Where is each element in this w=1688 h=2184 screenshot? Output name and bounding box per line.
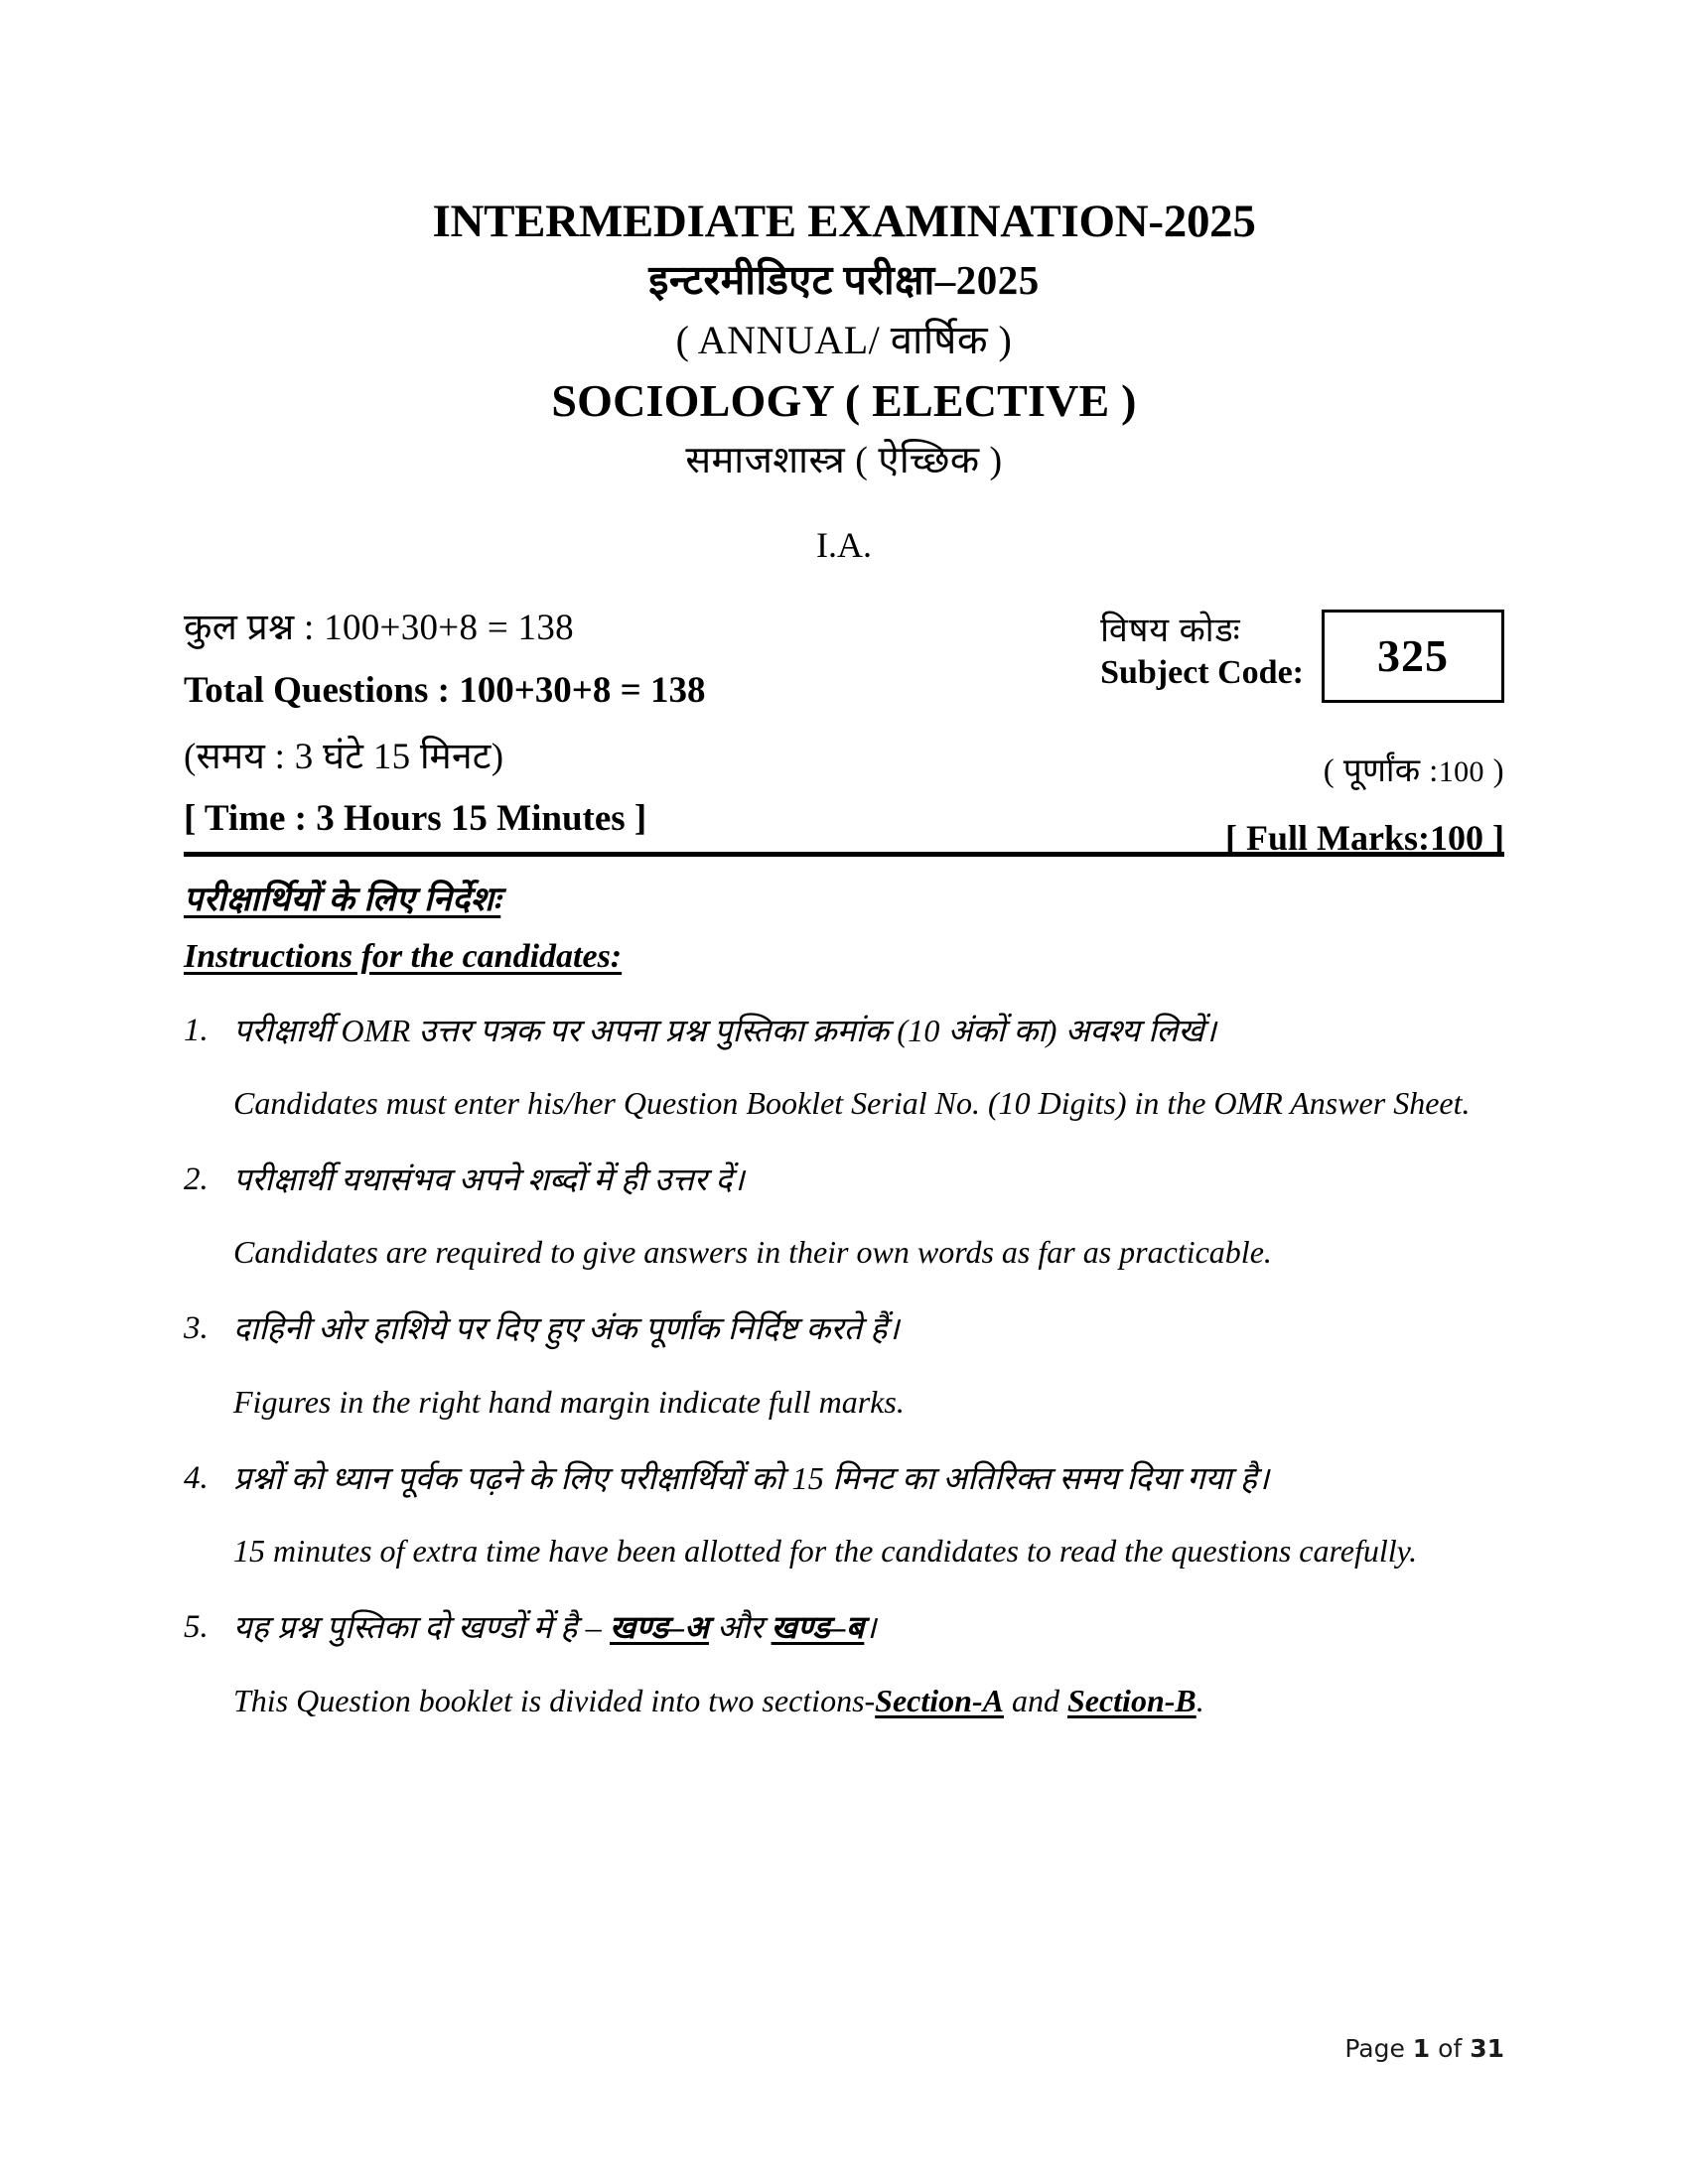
- subject-title-hindi: समाजशास्त्र ( ऐच्छिक ): [685, 439, 1003, 481]
- exam-title-english: INTERMEDIATE EXAMINATION-2025: [432, 196, 1256, 247]
- instruction-item: [184, 1305, 1504, 1425]
- instruction-text-english: Figures in the right hand margin indicate full marks.: [233, 1383, 905, 1420]
- instruction-body: [233, 1305, 1504, 1425]
- instruction-text-english: 15 minutes of extra time have been allotted for the candidates to read the questions carefully.: [233, 1533, 1418, 1570]
- full-marks-hindi: [889, 747, 1504, 791]
- instruction5-english-prefix: This Question booklet is divided into two sections-: [233, 1682, 876, 1718]
- section-a-label-english: Section-A: [875, 1682, 1004, 1718]
- instruction-body: [233, 1008, 1504, 1127]
- subject-code-label-hindi: विषय कोडः: [1100, 612, 1241, 649]
- page-header: [184, 197, 1504, 566]
- instruction-number: 5.: [184, 1609, 209, 1646]
- instruction-number: 4.: [184, 1459, 209, 1496]
- subject-code-box: [1322, 610, 1504, 703]
- instruction-item: [184, 1604, 1504, 1723]
- instruction-text-english: Candidates are required to give answers in their own words as far as practicable.: [233, 1234, 1272, 1271]
- page-footer: [1344, 2034, 1504, 2063]
- instruction-text-hindi: दाहिनी ओर हाशिये पर दिए हुए अंक पूर्णांक निर्दिष्ट करते हैं।: [233, 1310, 900, 1347]
- instruction-item: [184, 1455, 1504, 1574]
- instruction-text-hindi: परीक्षार्थी यथासंभव अपने शब्दों में ही उत्तर दें।: [233, 1160, 745, 1197]
- footer-page-prefix: Page: [1344, 2034, 1413, 2063]
- instruction-text-hindi: परीक्षार्थी OMR उत्तर पत्रक पर अपना प्रश्न पुस्तिका क्रमांक (10 अंकों का) अवश्य लिखें।: [233, 1012, 1217, 1048]
- footer-page-mid: of: [1430, 2034, 1471, 2063]
- instructions-section: [184, 881, 1504, 1724]
- full-marks-hindi-value: 100: [1438, 754, 1484, 788]
- full-marks-hindi-prefix: ( पूर्णांक :: [1323, 752, 1439, 789]
- exam-session-line: ( ANNUAL/ वार्षिक ): [675, 318, 1013, 362]
- subject-code-row: [889, 610, 1504, 703]
- instruction-text-hindi: प्रश्नों को ध्यान पूर्वक पढ़ने के लिए परीक्षार्थियों को 15 मिनट का अतिरिक्त समय दिया गया है।: [233, 1459, 1270, 1496]
- instruction-item: [184, 1157, 1504, 1276]
- instruction-number: 1.: [184, 1012, 209, 1048]
- footer-page-current: 1: [1412, 2034, 1431, 2063]
- exam-title-hindi: इन्टरमीडिएट परीक्षा–2025: [648, 256, 1040, 303]
- section-a-label-hindi: खण्ड–अ: [610, 1609, 709, 1646]
- instruction-number: 3.: [184, 1310, 209, 1347]
- stream-label: I.A.: [816, 525, 872, 566]
- instruction5-hindi-prefix: यह प्रश्न पुस्तिका दो खण्डों में है –: [233, 1609, 610, 1646]
- total-questions-hindi: कुल प्रश्न : 100+30+8 = 138: [184, 607, 574, 648]
- exam-time-hindi: (समय : 3 घंटे 15 मिनट): [184, 736, 504, 777]
- instruction-body: [233, 1157, 1504, 1276]
- instruction5-hindi-mid: और: [708, 1609, 772, 1646]
- instruction-body: [233, 1455, 1504, 1574]
- instruction5-hindi-suffix: ।: [864, 1609, 877, 1646]
- section-b-label-hindi: खण्ड–ब: [771, 1609, 865, 1646]
- instruction-item: [184, 1008, 1504, 1127]
- exam-time-english: [ Time : 3 Hours 15 Minutes ]: [184, 797, 647, 839]
- subject-code-labels: [1100, 610, 1304, 690]
- full-marks-english: [ Full Marks:100 ]: [1225, 817, 1504, 858]
- total-questions-english: Total Questions : 100+30+8 = 138: [184, 669, 706, 711]
- instruction-text-english: Candidates must enter his/her Question Booklet Serial No. (10 Digits) in the OMR Answer Sheet.: [233, 1084, 1471, 1121]
- full-marks-hindi-suffix: ): [1483, 752, 1504, 789]
- instructions-heading-hindi: परीक्षार्थियों के लिए निर्देशः: [184, 881, 501, 918]
- exam-meta-block: [184, 607, 1504, 858]
- instruction-text-english: [233, 1677, 1504, 1724]
- instruction5-english-suffix: .: [1196, 1682, 1204, 1718]
- subject-title-english: SOCIOLOGY ( ELECTIVE ): [551, 375, 1137, 426]
- instruction5-english-mid: and: [1003, 1682, 1067, 1718]
- subject-code-label-english: Subject Code:: [1100, 653, 1304, 691]
- section-b-label-english: Section-B: [1066, 1682, 1196, 1718]
- exam-meta-right: [889, 610, 1504, 859]
- footer-page-total: 31: [1470, 2034, 1504, 2063]
- instruction-body: [233, 1604, 1504, 1723]
- subject-code-value: 325: [1377, 630, 1449, 682]
- instructions-heading-english: Instructions for the candidates:: [184, 937, 623, 975]
- instruction-text-hindi: [233, 1604, 1504, 1650]
- instruction-number: 2.: [184, 1160, 209, 1197]
